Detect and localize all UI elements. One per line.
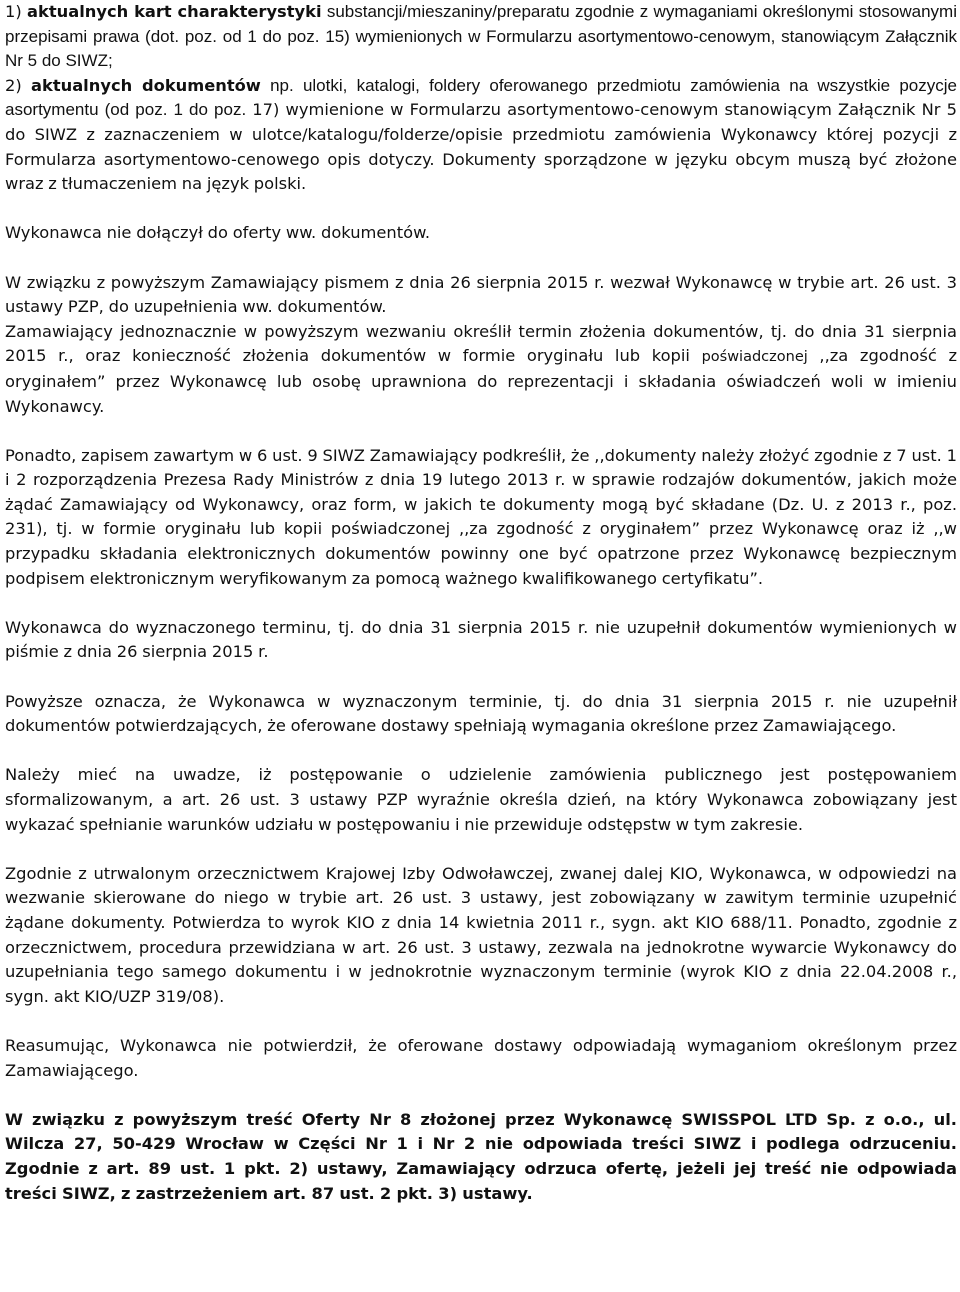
paragraph-not-attached: Wykonawca nie dołączył do oferty ww. dokumentów. — [5, 223, 431, 243]
paragraph-siwz: Ponadto, zapisem zawartym w 6 ust. 9 SIWZ Zamawiający podkreślił, że ,,dokumenty należy złożyć zgodnie z 7 ust. 1 i 2 rozporządzenia Prezesa Rady Ministrów z dnia 19 lutego 2013 r. w sprawie rodzajów dokumentów, jakich może żądać Zamawiający od Wykonawcy, oraz form, w jakich te dokumenty mogą być składane (Dz. U. z 2013 r., poz. 231), tj. w formie oryginału lub kopii poświadczonej ,,za zgodność z oryginałem” przez Wykonawcę oraz iż ,,w przypadku składania elektronicznych dokumentów powinny one być opatrzone przez Wykonawcę bezpiecznym podpisem elektronicznym weryfikowanym za pomocą ważnego kwalifikowanego certyfikatu”. — [5, 445, 957, 588]
document-page — [5, 0, 957, 1206]
paragraph-request-small: poświadczonej — [701, 349, 808, 366]
paragraph-meaning: Powyższe oznacza, że Wykonawca w wyznaczonym terminie, tj. do dnia 31 sierpnia 2015 r. nie uzupełnił dokumentów potwierdzających, że oferowane dostawy spełniają wymagania określone przez Zamawiającego. — [5, 691, 957, 736]
paragraph-conclusion: W związku z powyższym treść Oferty Nr 8 złożonej przez Wykonawcę SWISSPOL LTD Sp. z o.o., ul. Wilcza 27, 50-429 Wrocław w Części Nr 1 i Nr 2 nie odpowiada treści SIWZ i podlega odrzuceniu. Zgodnie z art. 89 ust. 1 pkt. 2) ustawy, Zamawiający odrzuca ofertę, jeżeli jej treść nie odpowiada treści SIWZ, z zastrzeżeniem art. 87 ust. 2 pkt. 3) ustawy. — [5, 1109, 957, 1203]
paragraph-request-a: W związku z powyższym Zamawiający pismem z dnia 26 sierpnia 2015 r. wezwał Wykonawcę w trybie art. 26 ust. 3 ustawy PZP, do uzupełnienia ww. dokumentów. — [5, 272, 957, 317]
paragraph-request-b — [5, 320, 957, 419]
paragraph-request-text: Zamawiający jednoznacznie w powyższym wezwaniu określił termin złożenia dokumentów, tj. do dnia 31 sierpnia 2015 r., oraz konieczność złożenia dokumentów w formie oryginału lub kopii — [5, 321, 957, 366]
paragraph-summary: Reasumując, Wykonawca nie potwierdził, że oferowane dostawy odpowiadają wymaganiom określonym przez Zamawiającego. — [5, 1035, 957, 1080]
paragraph-kio: Zgodnie z utrwalonym orzecznictwem Krajowej Izby Odwoławczej, zwanej dalej KIO, Wykonawca, w odpowiedzi na wezwanie skierowane do niego w trybie art. 26 ust. 3 ustawy, jest zobowiązany w zawitym terminie uzupełnić żądane dokumenty. Potwierdza to wyrok KIO z dnia 14 kwietnia 2011 r., sygn. akt KIO 688/11. Ponadto, zgodnie z orzecznictwem, procedura przewidziana w art. 26 ust. 3 ustawy, zezwala na jednokrotne wywarcie Wykonawcy do uzupełniania tego samego dokumentu i w jednokrotnie wyznaczonym terminie (wyrok KIO z dnia 22.04.2008 r., sygn. akt KIO/UZP 319/08). — [5, 863, 957, 1006]
list-item-text-arial: np. ulotki, katalogi, foldery oferowanego przedmiotu zamówienia na wszystkie pozycje asortymentu (od poz. 1 do poz. — [5, 75, 957, 120]
paragraph-formal: Należy mieć na uwadze, iż postępowanie o udzielenie zamówienia publicznego jest postępowaniem sformalizowanym, a art. 26 ust. 3 ustawy PZP wyraźnie określa dzień, na który Wykonawca zobowiązany jest wykazać spełnianie warunków udziału w postępowaniu i nie przewiduje odstępstw w tym zakresie. — [5, 765, 957, 834]
list-item-text: 17) wymienione w Formularzu asortymentowo-cenowym stanowiącym Załącznik Nr 5 do SIWZ z zaznaczeniem w ulotce/katalogu/folderze/opisie przedmiotu zamówienia Wykonawcy której pozycji z Formularza asortymentowo-cenowego opis dotyczy. Dokumenty sporządzone w języku obcym muszą być złożone wraz z tłumaczeniem na język polski. — [5, 100, 957, 194]
paragraph-request-end: ,,za zgodność z oryginałem” przez Wykonawcę lub osobę uprawniona do reprezentacji i składania oświadczeń woli w imieniu Wykonawcy. — [5, 346, 957, 416]
list-number: 2) — [5, 75, 31, 95]
paragraph-deadline: Wykonawca do wyznaczonego terminu, tj. do dnia 31 sierpnia 2015 r. nie uzupełnił dokumentów wymienionych w piśmie z dnia 26 sierpnia 2015 r. — [5, 617, 957, 662]
list-number: 1) — [5, 2, 28, 21]
list-item-safety-data-sheets — [5, 0, 957, 74]
list-item-heading: aktualnych dokumentów — [31, 75, 261, 95]
list-item-heading: aktualnych kart charakterystyki — [27, 2, 322, 21]
list-item-documents — [5, 74, 957, 197]
list-item-text: substancji/mieszaniny/preparatu zgodnie z wymaganiami określonymi stosowanymi przepisami prawa (dot. poz. od 1 do poz. 15) wymienionych w Formularzu asortymentowo-cenowym, stanowiącym Załącznik Nr 5 do SIWZ; — [5, 2, 957, 71]
